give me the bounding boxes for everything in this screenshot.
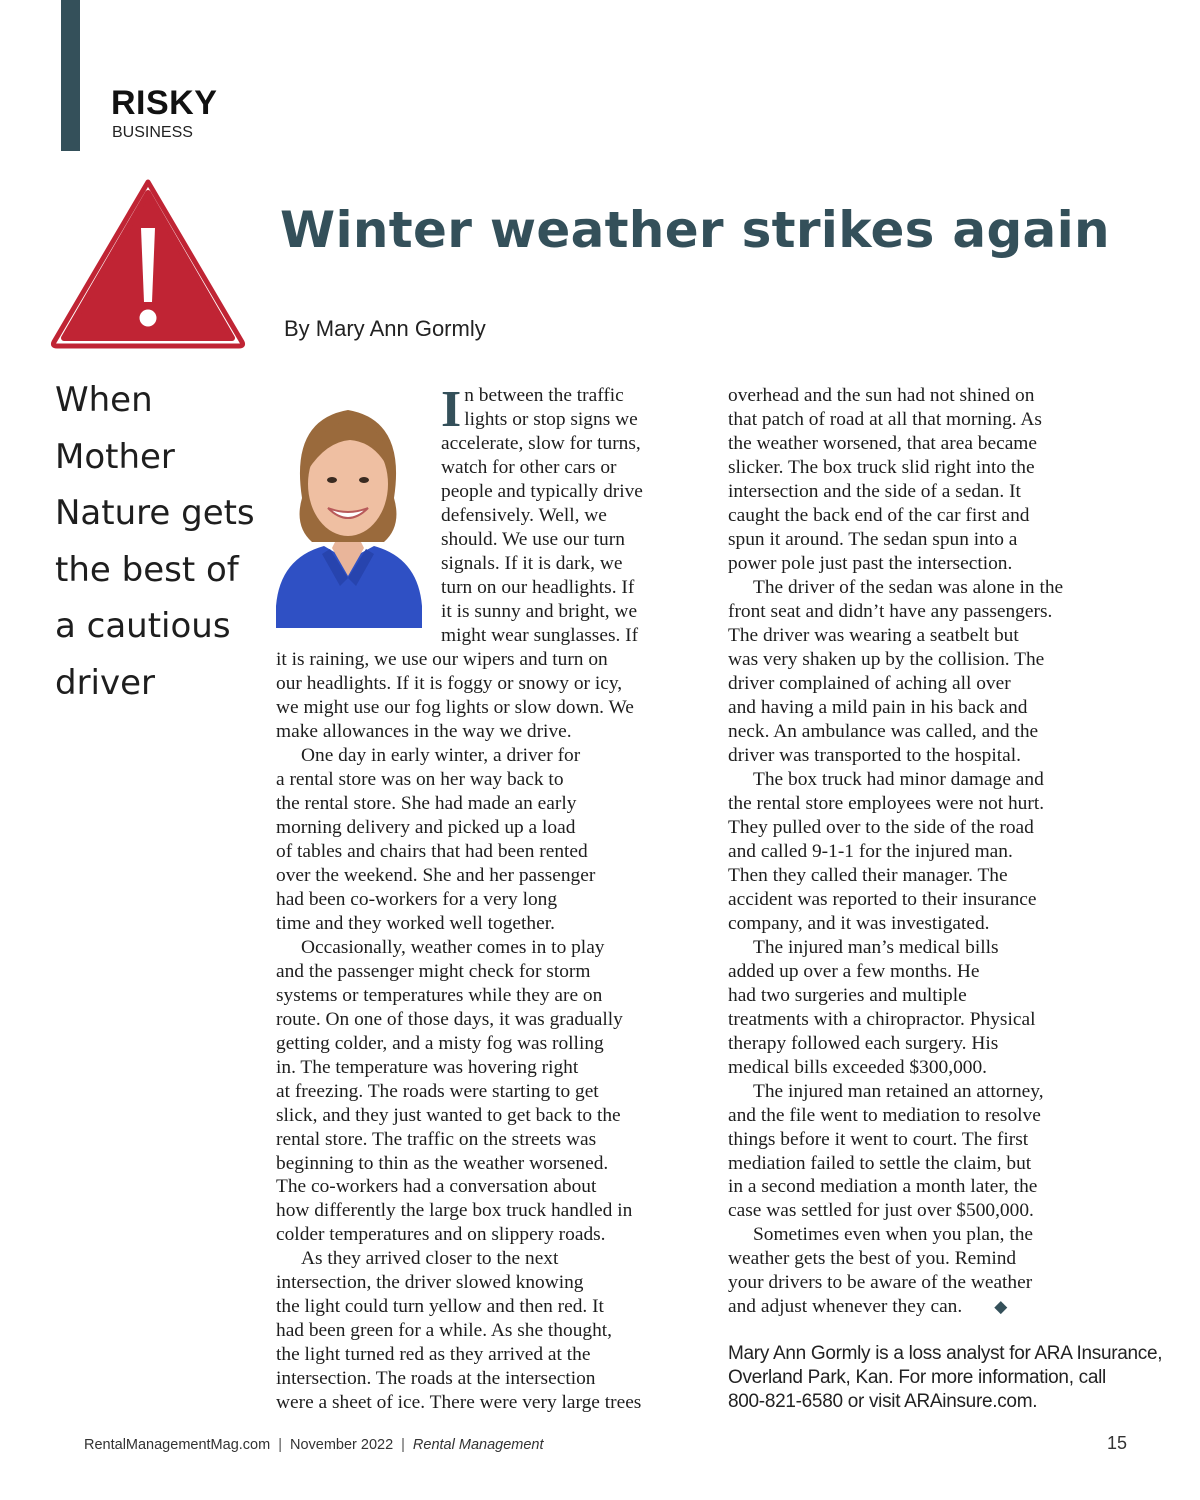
footer-issue: November 2022 xyxy=(289,1437,394,1453)
footer-site: RentalManagementMag.com xyxy=(84,1437,271,1453)
article-paragraph: n between the traffic lights or stop signs we accelerate, slow for turns, watch for other cars or people and typically drive defensively. Well, we should. We use our turn signals. If it is dark, we turn on our headlights. If it is sunny and bright, we might wear sunglasses. If it is raining, we use our wipers and turn on our headlights. If it is foggy or snowy or icy, we might use our fog lights or slow down. We make allowances in the way we drive. xyxy=(276,385,643,742)
article-paragraph: As they arrived closer to the next intersection, the driver slowed knowing the light could turn yellow and then red. It had been green for a while. As she thought, the light turned red as they arrived at the intersection. The roads at the intersection were a sheet of ice. There were very large trees xyxy=(276,1248,642,1414)
article-paragraph: overhead and the sun had not shined on that patch of road at all that morning. As the weather worsened, that area became slicker. The box truck slid right into the intersection and the side of a sedan. It caught the back end of the car first and spun it around. The sedan spun into a power pole just past the intersection. xyxy=(728,385,1042,574)
article-paragraph-last xyxy=(728,1223,1096,1319)
section-title: RISKY xyxy=(111,84,218,122)
article-paragraph-text: Sometimes even when you plan, the weather gets the best of you. Remind your drivers to be aware of the weather and adjust whenever they can. xyxy=(728,1224,1034,1318)
page-footer xyxy=(84,1437,544,1453)
article-paragraph: Occasionally, weather comes in to play and the passenger might check for storm systems or temperatures while they are on route. On one of those days, it was gradually getting colder, and a misty fog was rolling in. The temperature was hovering right at freezing. The roads were starting to get slick, and they just wanted to get back to the rental store. The traffic on the streets was beginning to thin as the weather worsened. The co-workers had a conversation about how differently the large box truck handled in colder temperatures and on slippery roads. xyxy=(276,936,633,1246)
page-number: 15 xyxy=(1107,1433,1128,1453)
article-paragraph: The injured man retained an attorney, and the file went to mediation to resolve things before it went to court. The first mediation failed to settle the claim, but in a second mediation a month later, the case was settled for just over $500,000. xyxy=(728,1080,1044,1222)
headline: Winter weather strikes again xyxy=(280,201,1110,259)
article-column-left xyxy=(276,381,688,1415)
footer-separator: | xyxy=(278,1437,282,1453)
article-column-right xyxy=(728,384,1096,1319)
byline: By Mary Ann Gormly xyxy=(284,316,486,341)
article-paragraph: The injured man’s medical bills added up over a few months. He had two surgeries and multiple treatments with a chiropractor. Physical therapy followed each surgery. His medical bills exceeded $300,000. xyxy=(728,936,1036,1078)
article-paragraph: One day in early winter, a driver for a rental store was on her way back to the rental store. She had made an early morning delivery and picked up a load of tables and chairs that had been rented over the weekend. She and her passenger had been co-workers for a very long time and they worked well together. xyxy=(276,744,596,934)
pull-quote: When Mother Nature gets the best of a cautious driver xyxy=(55,380,255,703)
footer-separator: | xyxy=(401,1437,405,1453)
drop-cap: I xyxy=(441,381,462,438)
author-bio: Mary Ann Gormly is a loss analyst for ARA Insurance, Overland Park, Kan. For more information, call 800-821-6580 or visit ARAinsure.com. xyxy=(728,1343,1163,1412)
section-subtitle: BUSINESS xyxy=(112,124,193,141)
warning-triangle-icon xyxy=(48,176,248,350)
article-paragraph: The driver of the sedan was alone in the front seat and didn’t have any passengers. The driver was wearing a seatbelt but was very shaken up by the collision. The driver complained of aching all over and having a mild pain in his back and neck. An ambulance was called, and the driver was transported to the hospital. xyxy=(728,576,1064,766)
photo-text-wrap xyxy=(276,384,441,636)
diamond-icon: ◆ xyxy=(994,1297,1008,1317)
section-accent-bar xyxy=(61,0,80,151)
article-paragraph: The box truck had minor damage and the rental store employees were not hurt. They pulled over to the side of the road and called 9-1-1 for the injured man. Then they called their manager. The accident was reported to their insurance company, and it was investigated. xyxy=(728,768,1045,934)
footer-magazine: Rental Management xyxy=(412,1437,544,1453)
